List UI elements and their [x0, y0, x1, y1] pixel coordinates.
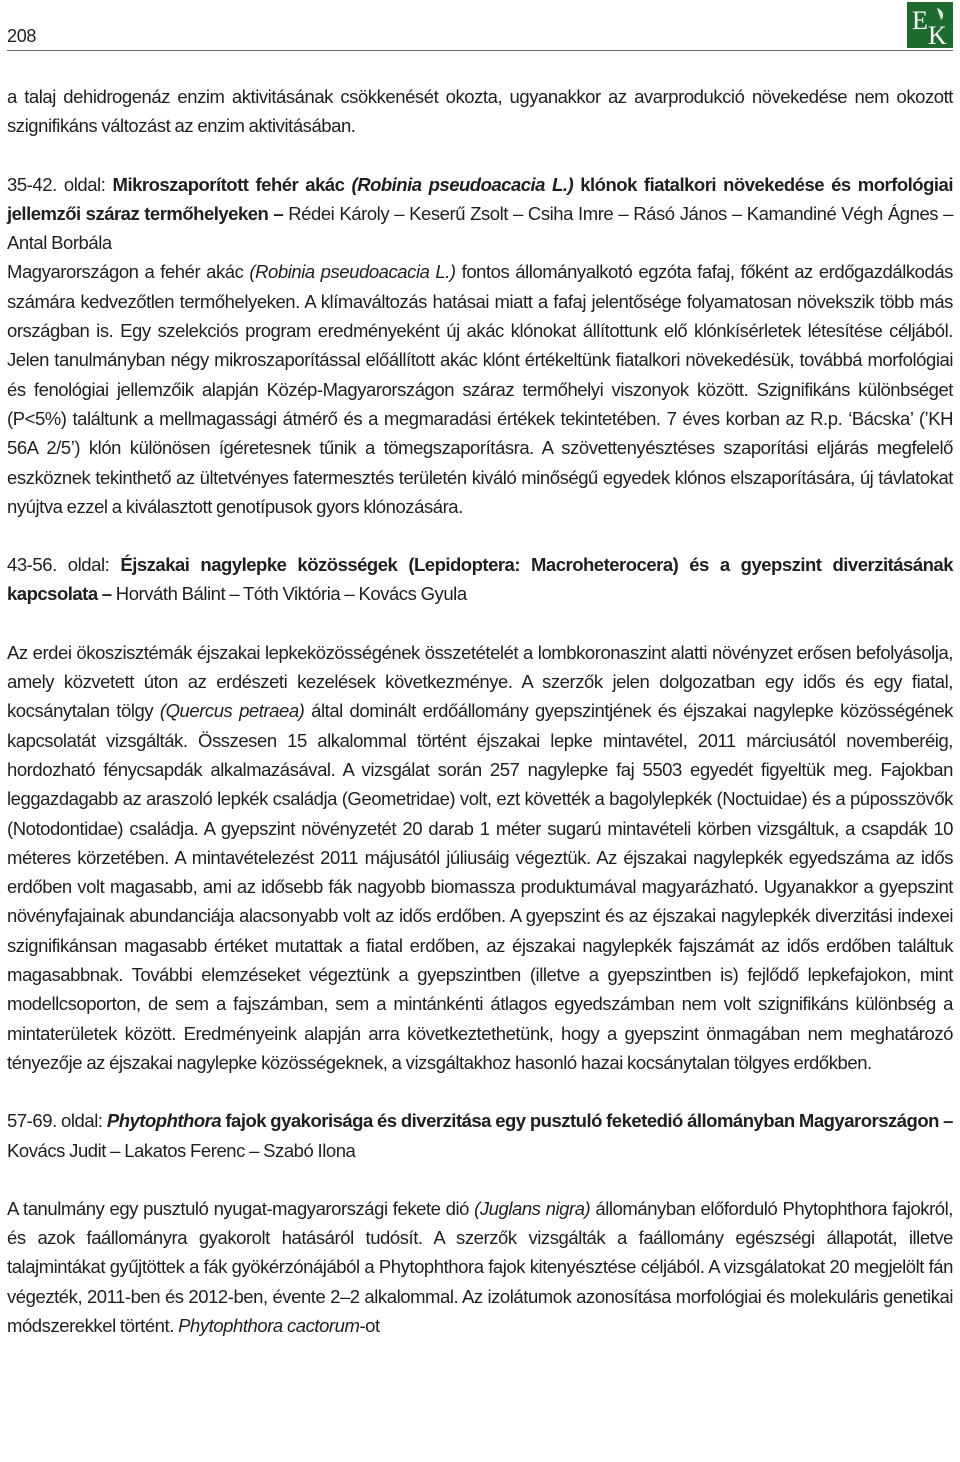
article-3-authors: Kovács Judit – Lakatos Ferenc – Szabó Ilona: [7, 1139, 356, 1161]
article-1-title-b: klónok fiatalkori növekedése és morfológiai jellemzői száraz termőhelyeken –: [7, 173, 953, 224]
article-1-heading: [7, 170, 953, 258]
intro-text: a talaj dehidrogenáz enzim aktivitásának csökkenését okozta, ugyanakkor az avarprodukció növekedése nem okozott szignifikáns változást az enzim aktivitásában.: [7, 86, 953, 137]
article-3-title-latin: Phytophthora: [106, 1110, 222, 1132]
article-1-title-latin: (Robinia pseudoacacia L.): [351, 173, 574, 195]
article-3-abstract-c: -ot: [359, 1314, 380, 1336]
article-3-abstract: [7, 1194, 953, 1340]
article-2-abstract-a: Az erdei ökoszisztémák éjszakai lepkeközösségének összetételét a lombkoronaszint alatti növényzet erősen befolyásolja, amely közvetett úton az erdészeti kezelések következménye. A szerzők jelen dolgozatban egy idős és egy fiatal, kocsánytalan tölgy: [7, 641, 953, 722]
article-3-title-b: fajok gyakorisága és diverzitása egy pusztuló feketedió állományban Magyarországon –: [225, 1110, 953, 1132]
article-2-title: Éjszakai nagylepke közösségek (Lepidoptera: Macroheterocera) és a gyepszint diverzitásának kapcsolata –: [7, 554, 953, 605]
article-2-authors: Horváth Bálint – Tóth Viktória – Kovács Gyula: [115, 583, 467, 605]
article-1-abstract: [7, 257, 953, 521]
article-1-title-a: Mikroszaporított fehér akác: [112, 173, 345, 195]
page-content: [7, 82, 953, 1340]
article-3-pages: 57-69. oldal:: [7, 1110, 103, 1132]
article-3-abstract-latin: (Juglans nigra): [474, 1197, 591, 1219]
svg-text:E: E: [912, 6, 928, 35]
page-number: 208: [7, 26, 37, 46]
article-3-heading: [7, 1106, 953, 1165]
article-1-authors: Rédei Károly – Keserű Zsolt – Csiha Imre – Rásó János – Kamandiné Végh Ágnes – Antal Borbála: [7, 202, 953, 254]
intro-paragraph: [7, 82, 953, 141]
article-1-abstract-a: Magyarországon a fehér akác: [7, 261, 244, 283]
article-2-pages: 43-56. oldal:: [7, 554, 110, 576]
article-3-abstract-a: A tanulmány egy pusztuló nyugat-magyarországi fekete dió: [7, 1197, 469, 1219]
article-1-pages: 35-42. oldal:: [7, 173, 106, 195]
article-2-abstract: [7, 638, 953, 1077]
article-3-abstract-b: állományban előforduló Phytophthora fajokról, és azok faállományra gyakorolt hatásáról tudósít. A szerzők vizsgálták a faállomány egészségi állapotát, illetve talajmintákat gyűjtöttek a fák gyökérzónájából a Phytophthora fajok kitenyésztése céljából. A vizsgálatokat 20 megjelölt fán végezték, 2011-ben és 2012-ben, évente 2–2 alkalommal. Az izolátumok azonosítása morfológiai és molekuláris genetikai módszerekkel történt.: [7, 1197, 953, 1336]
article-2-abstract-latin: (Quercus petraea): [159, 700, 305, 722]
article-2-abstract-b: által dominált erdőállomány gyepszintjének és éjszakai nagylepke közösségének kapcsolatát vizsgálták. Összesen 15 alkalommal történt éjszakai lepke mintavétel, 2011 márciusától novemberéig, hordozható fénycsapdák alkalmazásával. A vizsgálat során 257 nagylepke faj 5503 egyedét figyeltük meg. Fajokban leggazdagabb az araszoló lepkék családja (Geometridae) volt, ezt követték a bagolylepkék (Noctuidae) és a púposszövők (Notodontidae) családja. A gyepszint növényzetét 20 darab 1 méter sugarú mintavételi körben vizsgáltuk, a csapdák 10 méteres körzetében. A mintavételezést 2011 májusától júliusáig végeztük. Az éjszakai nagylepkék egyedszáma az idős erdőben volt magasabb, ami az idősebb fák nagyobb biomassza produktumával magyarázható. Ugyanakkor a gyepszint növényfajainak abundanciája alacsonyabb volt az idős erdőben. A gyepszint és az éjszakai nagylepkék diverzitási indexei szignifikánsan magasabb értéket mutattak a fiatal erdőben, az éjszakai nagylepkék fajszámát az idős erdőben találtuk magasabbnak. További elemzéseket végeztünk a gyepszintben (illetve a gyepszintben is) fejlődő lepkefajokon, mint modellcsoporton, de sem a fajszámban, sem a mintánkénti átlagos egyedszámban nem volt szignifikáns különbség a mintaterületek között. Eredményeink alapján arra következtethetünk, hogy a gyepszint önmagában nem meghatározó tényezője az éjszakai nagylepke közösségeknek, a vizsgáltakhoz hasonló hazai kocsánytalan tölgyes erdőkben.: [7, 700, 953, 1073]
page-header: [7, 0, 953, 51]
article-1-abstract-latin: (Robinia pseudoacacia L.): [249, 261, 456, 283]
journal-logo-icon: [907, 2, 953, 48]
article-3-abstract-latin-2: Phytophthora cactorum: [178, 1314, 360, 1336]
article-1-abstract-b: fontos állományalkotó egzóta fafaj, főként az erdőgazdálkodás számára kedvezőtlen termőhelyeken. A klímaváltozás hatásai miatt a fafaj jelentősége folyamatosan növekszik több más országban is. Egy szelekciós program eredményeként új akác klónokat állítottunk elő klónkísérletek létesítése céljából. Jelen tanulmányban négy mikroszaporítással előállított akác klónt értékeltünk fiatalkori növekedésük, továbbá morfológiai és fenológiai jellemzőik alapján Közép-Magyarországon száraz termőhelyi viszonyok között. Szignifikáns különbséget (P<5%) találtunk a mellmagassági átmérő és a megmaradási értékek tekintetében. 7 éves korban az R.p. ‘Bácska’ (’KH 56A 2/5’) klón különösen ígéretesnek tűnik a tömegszaporításra. A szövettenyésztéses szaporítási eljárás megfelelő eszköznek tekinthető az ültetvényes fatermesztés területén kiváló minőségű egyedek klónos elszaporítására, új távlatokat nyújtva ezzel a kiválasztott genotípusok gyors klónozására.: [7, 261, 953, 517]
svg-text:K: K: [928, 21, 947, 48]
article-2-heading: [7, 550, 953, 609]
